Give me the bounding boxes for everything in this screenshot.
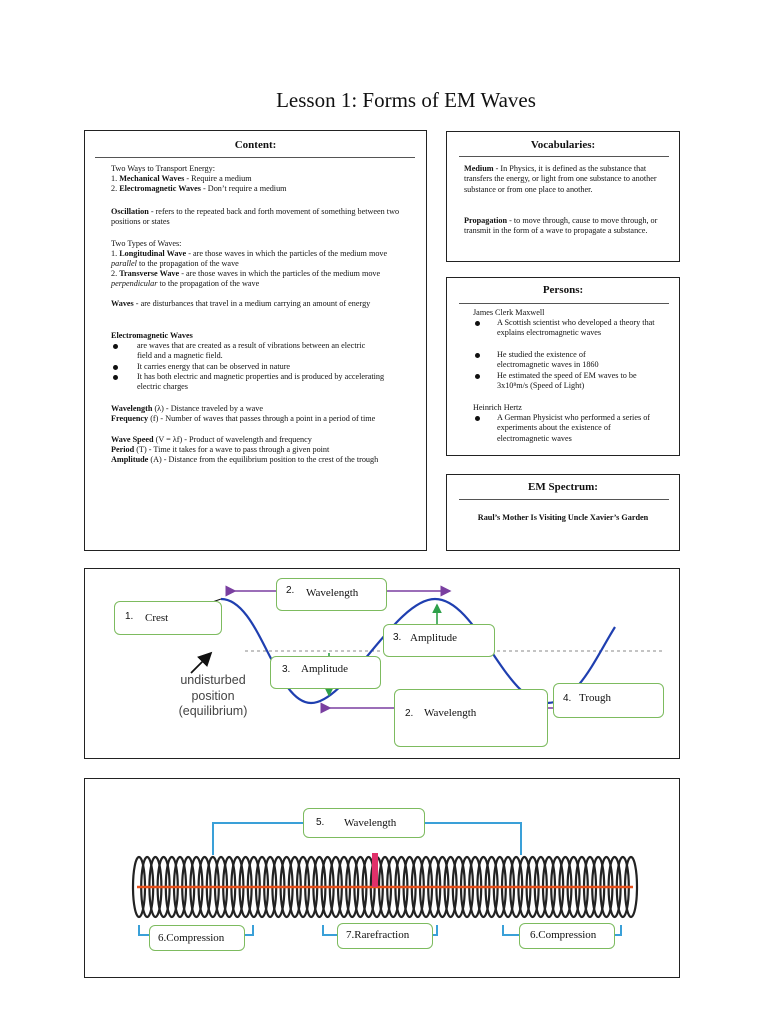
em-waves-heading: Electromagnetic Waves (111, 331, 193, 340)
bullet-text: It has both electric and magnetic properties and is produced by accelerating electric charges (137, 372, 385, 392)
wave-marker (372, 853, 378, 887)
item-number: 1. (111, 174, 118, 183)
definition: to the propagation of the wave (157, 279, 260, 289)
label-number: 3. (282, 664, 291, 675)
definition: to the propagation of the wave (136, 259, 239, 269)
divider (459, 303, 669, 304)
label-number: 2. (405, 708, 414, 719)
bullet-text: A German Physicist who performed a series of experiments about the existence of electromagnetic waves (497, 413, 651, 443)
em-spectrum-panel (446, 474, 680, 551)
label-text: 6.Compression (530, 929, 597, 941)
item-number: 1. (111, 249, 118, 258)
rarefaction-label (337, 923, 433, 949)
em-spectrum-heading: EM Spectrum: (528, 481, 598, 493)
bullet-text: are waves that are created as a result of vibrations between an electric field and a magnetic field. (137, 341, 366, 361)
term: Propagation (464, 216, 508, 225)
label-text: 6.Compression (158, 932, 225, 944)
frequency-definition (111, 414, 403, 424)
label-number: 3. (393, 632, 402, 643)
label-number: 1. (125, 611, 134, 622)
emphasis: perpendicular (111, 279, 158, 289)
persons-heading: Persons: (542, 284, 584, 296)
bullet (113, 375, 118, 380)
types-intro: Two Types of Waves: (111, 239, 182, 248)
definition: (f) - Number of waves that passes through a point in a period of time (148, 414, 376, 423)
page-title: Lesson 1: Forms of EM Waves (276, 88, 536, 112)
vocabularies-heading: Vocabularies: (530, 139, 596, 151)
bullet (113, 344, 118, 349)
definition: - are those waves in which the particles of the medium move (179, 269, 381, 278)
equilibrium-pointer (191, 653, 211, 673)
divider (459, 499, 669, 500)
oscillation-definition (111, 207, 403, 228)
bullet-text: It carries energy that can be observed in nature (137, 362, 291, 371)
definition: - refers to the repeated back and forth movement of something between two positions or states (111, 207, 400, 227)
label-text: 7.Rarefraction (346, 929, 410, 941)
wave-speed-definition (111, 435, 411, 445)
amplitude-label-right (383, 624, 495, 657)
content-panel (84, 130, 427, 551)
medium-definition (464, 164, 658, 195)
wavelength-definition (111, 404, 411, 414)
term: Wavelength (111, 404, 153, 413)
definition: - Require a medium (184, 174, 252, 183)
bullet-text: He estimated the speed of EM waves to be 3x10⁸m/s (Speed of Light) (497, 371, 637, 391)
bullet (475, 416, 480, 421)
emphasis: parallel (111, 259, 137, 269)
amplitude-definition (111, 455, 403, 465)
label-number: 4. (563, 693, 572, 704)
term: Oscillation (111, 207, 149, 216)
propagation-definition (464, 216, 658, 237)
bullet (113, 365, 118, 370)
divider (459, 156, 669, 157)
waves-definition (111, 299, 403, 309)
em-spectrum-mnemonic: Raul’s Mother Is Visiting Uncle Xavier’s Garden (477, 513, 649, 522)
definition: (T) - Time it takes for a wave to pass through a given point (134, 445, 330, 454)
term: Medium (464, 164, 494, 173)
label-text: Amplitude (301, 663, 349, 675)
item-number: 2. (111, 269, 118, 278)
definition: - are those waves in which the particles of the medium move (186, 249, 388, 258)
definition: - In Physics, it is defined as the substance that transfers the energy, or light from one substance to another substance or from one place to another. (464, 164, 657, 194)
wavelength-label-top (276, 578, 387, 611)
transverse-item (111, 269, 403, 290)
longitudinal-item (111, 249, 403, 270)
divider (95, 157, 415, 158)
bullet (475, 353, 480, 358)
wavelength-label-bottom (394, 689, 548, 747)
term: Amplitude (111, 455, 149, 464)
definition: (A) - Distance from the equilibrium position to the crest of the trough (148, 455, 379, 464)
label-text: Trough (579, 692, 611, 704)
longitudinal-wave-diagram (84, 778, 680, 978)
definition: (λ) - Distance traveled by a wave (152, 404, 263, 413)
term: Period (111, 445, 135, 454)
amplitude-label-left (270, 656, 381, 689)
label-text: Wavelength (424, 707, 477, 719)
bullet (475, 374, 480, 379)
term: Waves (111, 299, 134, 308)
transverse-wave-diagram (84, 568, 680, 759)
content-heading: Content: (234, 139, 277, 151)
wavelength-bracket (423, 823, 521, 855)
definition: - to move through, cause to move through, or transmit in the form of a wave to propagate a substance. (464, 216, 658, 236)
bullet-text: A Scottish scientist who developed a theory that explains electromagnetic waves (497, 318, 655, 338)
term: Longitudinal Wave (119, 249, 187, 258)
trough-label (553, 683, 664, 718)
term: Frequency (111, 414, 149, 423)
label-text: Amplitude (410, 632, 458, 644)
compression-label-left (149, 925, 245, 951)
compression-label-right (519, 923, 615, 949)
em-item (111, 184, 411, 194)
mechanical-item (111, 174, 411, 184)
label-number: 5. (316, 817, 325, 828)
label-text: Wavelength (306, 587, 359, 599)
definition: (V = λf) - Product of wavelength and frequency (153, 435, 312, 444)
crest-label (114, 601, 222, 635)
term: Transverse Wave (119, 269, 180, 278)
definition: - are disturbances that travel in a medium carrying an amount of energy (133, 299, 371, 308)
person-name: Heinrich Hertz (473, 403, 522, 412)
bullet (475, 321, 480, 326)
wavelength-bracket (213, 823, 303, 855)
label-text: Crest (145, 612, 169, 624)
wavelength-label (303, 808, 425, 838)
definition: - Don’t require a medium (200, 184, 287, 193)
equilibrium-label: undisturbed position (equilibrium) (178, 673, 248, 718)
bullet-text: He studied the existence of electromagnetic waves in 1860 (497, 350, 599, 370)
energy-intro: Two Ways to Transport Energy: (111, 164, 215, 173)
term: Wave Speed (111, 435, 154, 444)
term: Electromagnetic Waves (119, 184, 201, 193)
period-definition (111, 445, 411, 455)
term: Mechanical Waves (119, 174, 185, 183)
persons-panel (446, 277, 680, 456)
vocabularies-panel (446, 131, 680, 262)
label-number: 2. (286, 585, 295, 596)
label-text: Wavelength (344, 817, 397, 829)
item-number: 2. (111, 184, 118, 193)
person-name: James Clerk Maxwell (473, 308, 545, 317)
